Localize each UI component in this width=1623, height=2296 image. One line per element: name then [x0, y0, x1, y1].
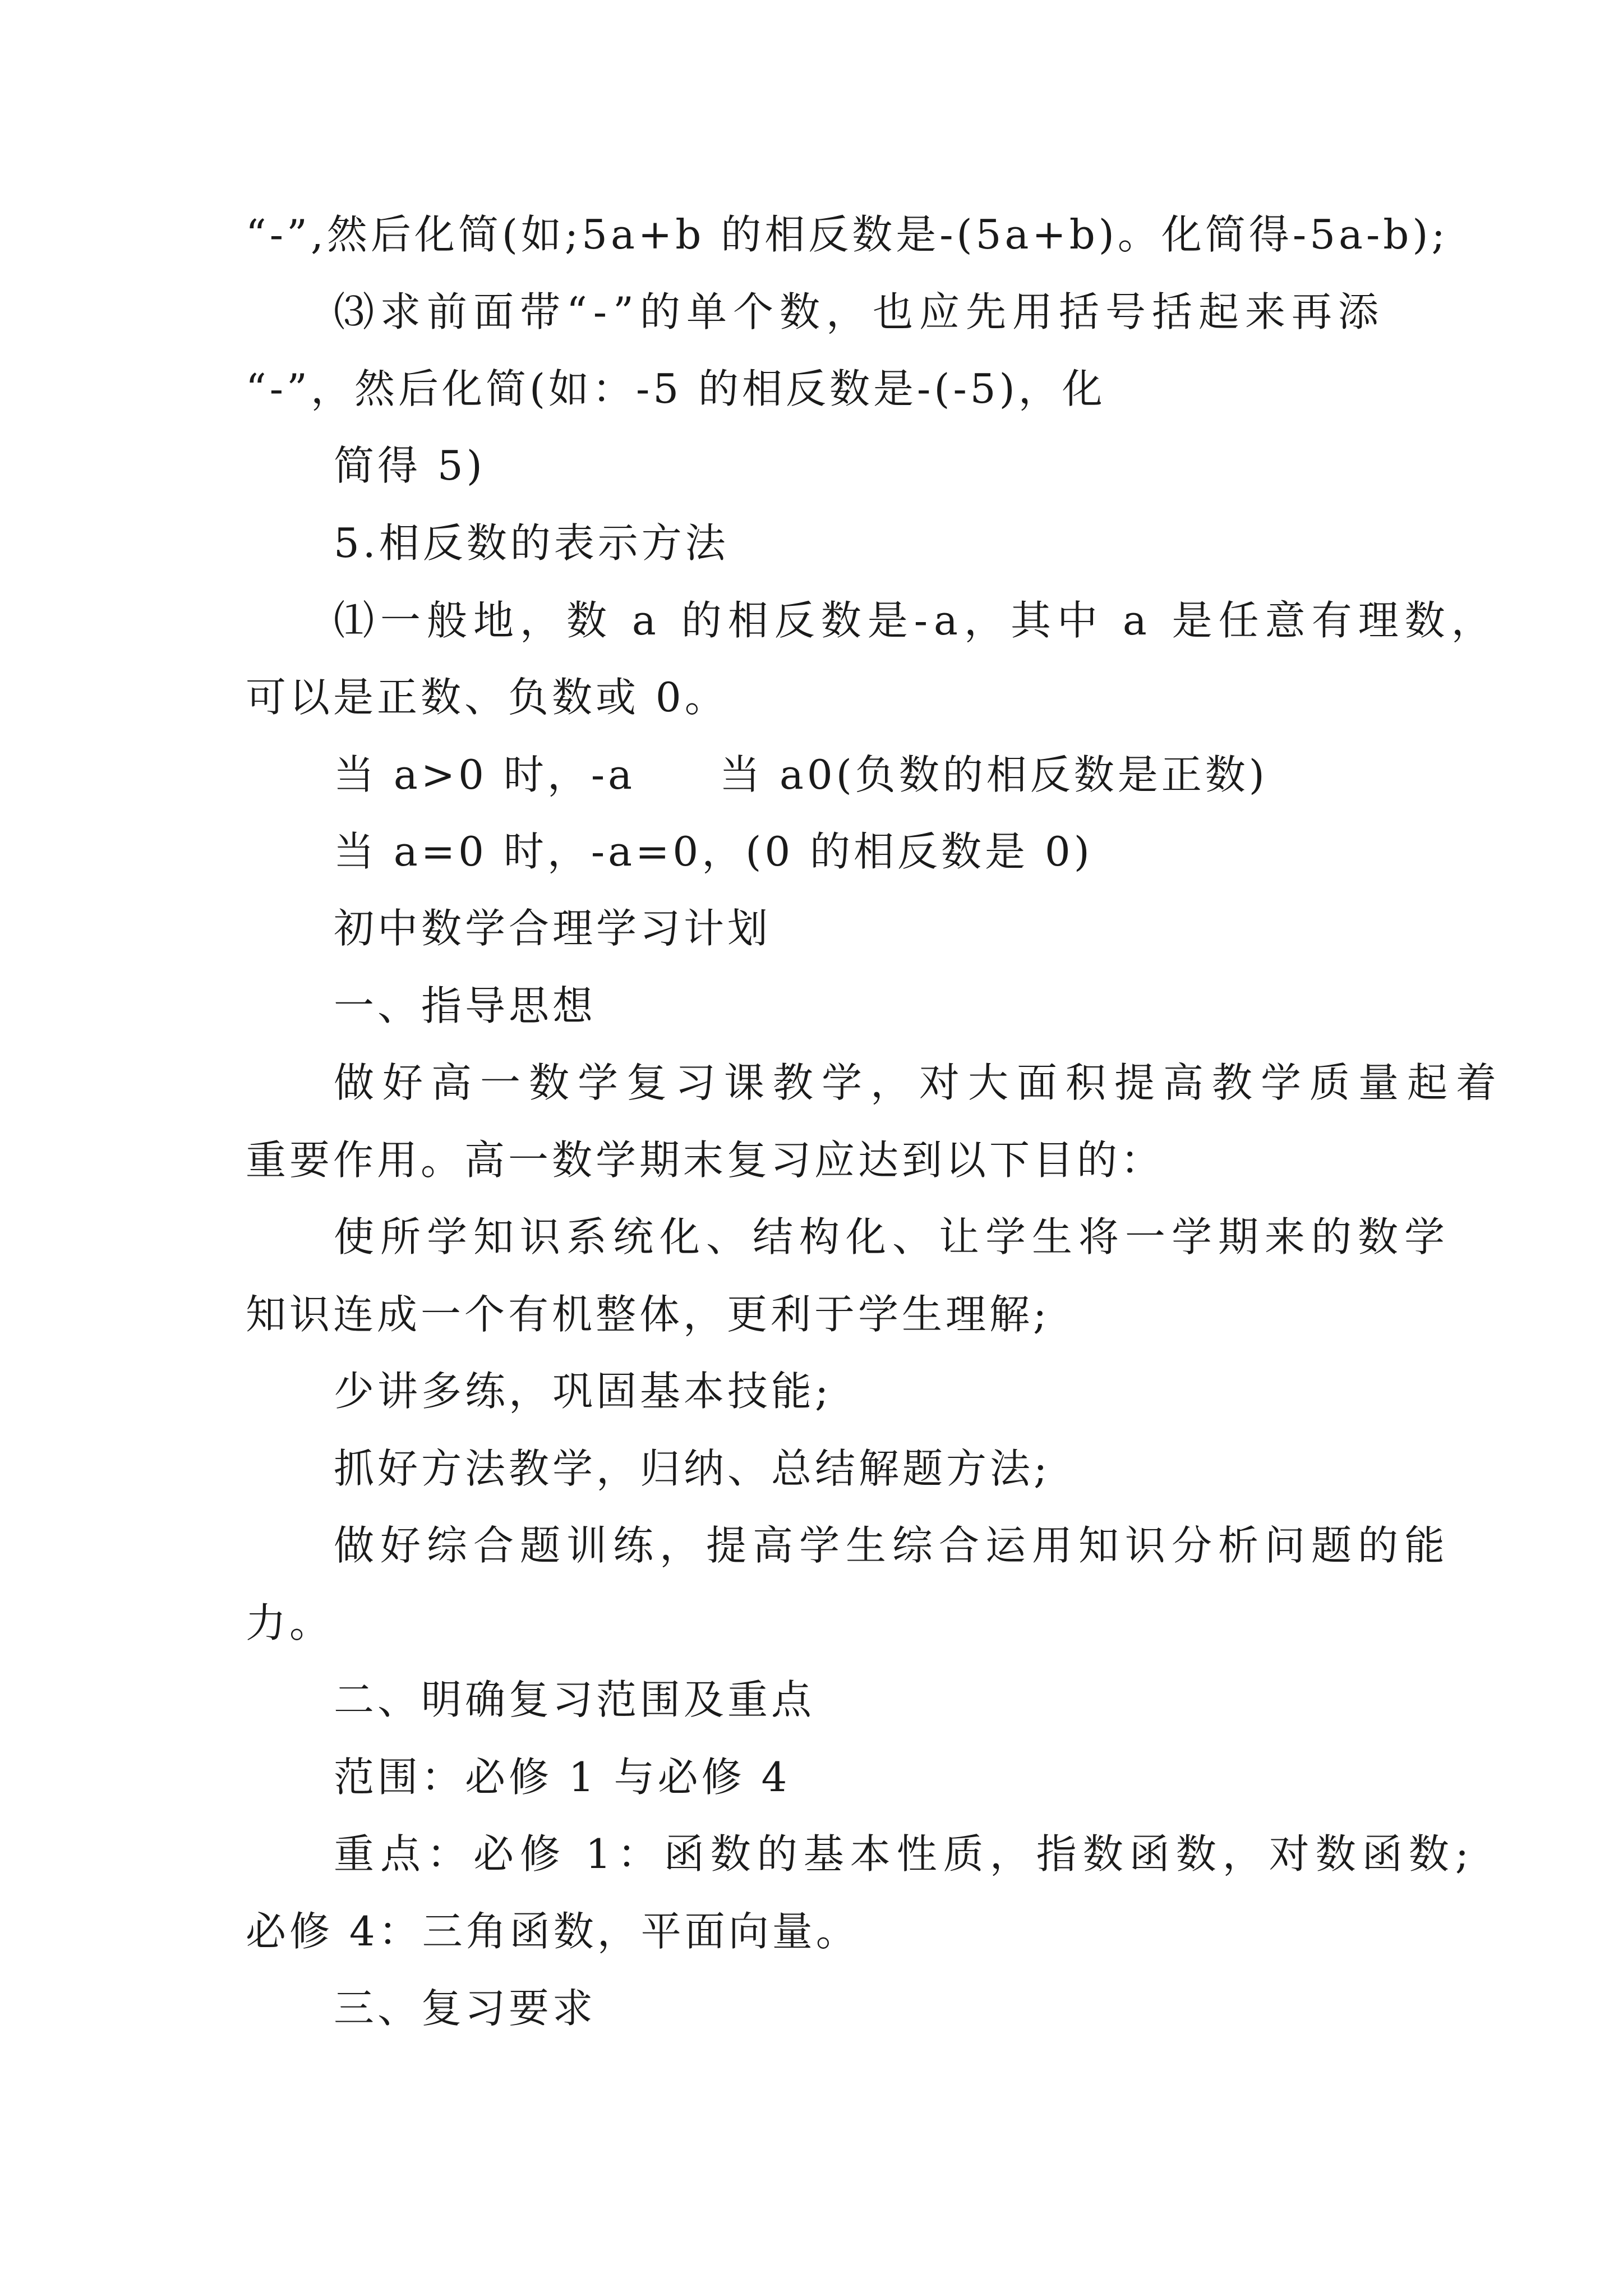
text-line-13: 重要作用。高一数学期末复习应达到以下目的：	[246, 1137, 1165, 1184]
text-line-12: 做好高一数学复习课教学，对大面积提高教学质量起着	[334, 1059, 1505, 1106]
text-line-15: 知识连成一个有机整体，更利于学生理解;	[246, 1291, 1050, 1338]
text-line-16: 少讲多练，巩固基本技能;	[334, 1368, 832, 1415]
condition-positive: 当 a>0 时，-a	[334, 751, 636, 798]
text-line-6: ⑴一般地，数 a 的相反数是-a，其中 a 是任意有理数，	[334, 597, 1498, 644]
text-line-1: “-”,然后化简(如;5a+b 的相反数是-(5a+b)。化简得-5a-b);	[246, 211, 1449, 258]
text-line-19: 力。	[246, 1599, 334, 1646]
text-line-14: 使所学知识系统化、结构化、让学生将一学期来的数学	[334, 1213, 1451, 1260]
text-line-18: 做好综合题训练，提高学生综合运用知识分析问题的能	[334, 1522, 1451, 1569]
text-line-9: 当 a=0 时，-a=0，(0 的相反数是 0)	[334, 828, 1093, 875]
condition-negative: 当 a0(负数的相反数是正数)	[720, 751, 1268, 798]
text-line-3: “-”，然后化简(如：-5 的相反数是-(-5)，化	[246, 365, 1106, 412]
text-line-21: 范围：必修 1 与必修 4	[334, 1754, 791, 1801]
section-heading-2: 二、明确复习范围及重点	[334, 1676, 815, 1723]
text-line-4: 简得 5)	[334, 442, 486, 489]
article-title: 初中数学合理学习计划	[334, 905, 772, 952]
section-heading-3: 三、复习要求	[334, 1985, 597, 2032]
text-line-22: 重点：必修 1：函数的基本性质，指数函数，对数函数;	[334, 1830, 1475, 1878]
section-heading-1: 一、指导思想	[334, 982, 597, 1029]
text-line-23: 必修 4：三角函数，平面向量。	[246, 1908, 860, 1955]
text-line-2: ⑶求前面带“-”的单个数，也应先用括号括起来再添	[334, 288, 1385, 335]
text-line-7: 可以是正数、负数或 0。	[246, 674, 728, 721]
text-line-8	[334, 748, 1268, 802]
section-heading-representation: 5.相反数的表示方法	[334, 519, 729, 567]
text-line-17: 抓好方法教学，归纳、总结解题方法;	[334, 1445, 1051, 1492]
